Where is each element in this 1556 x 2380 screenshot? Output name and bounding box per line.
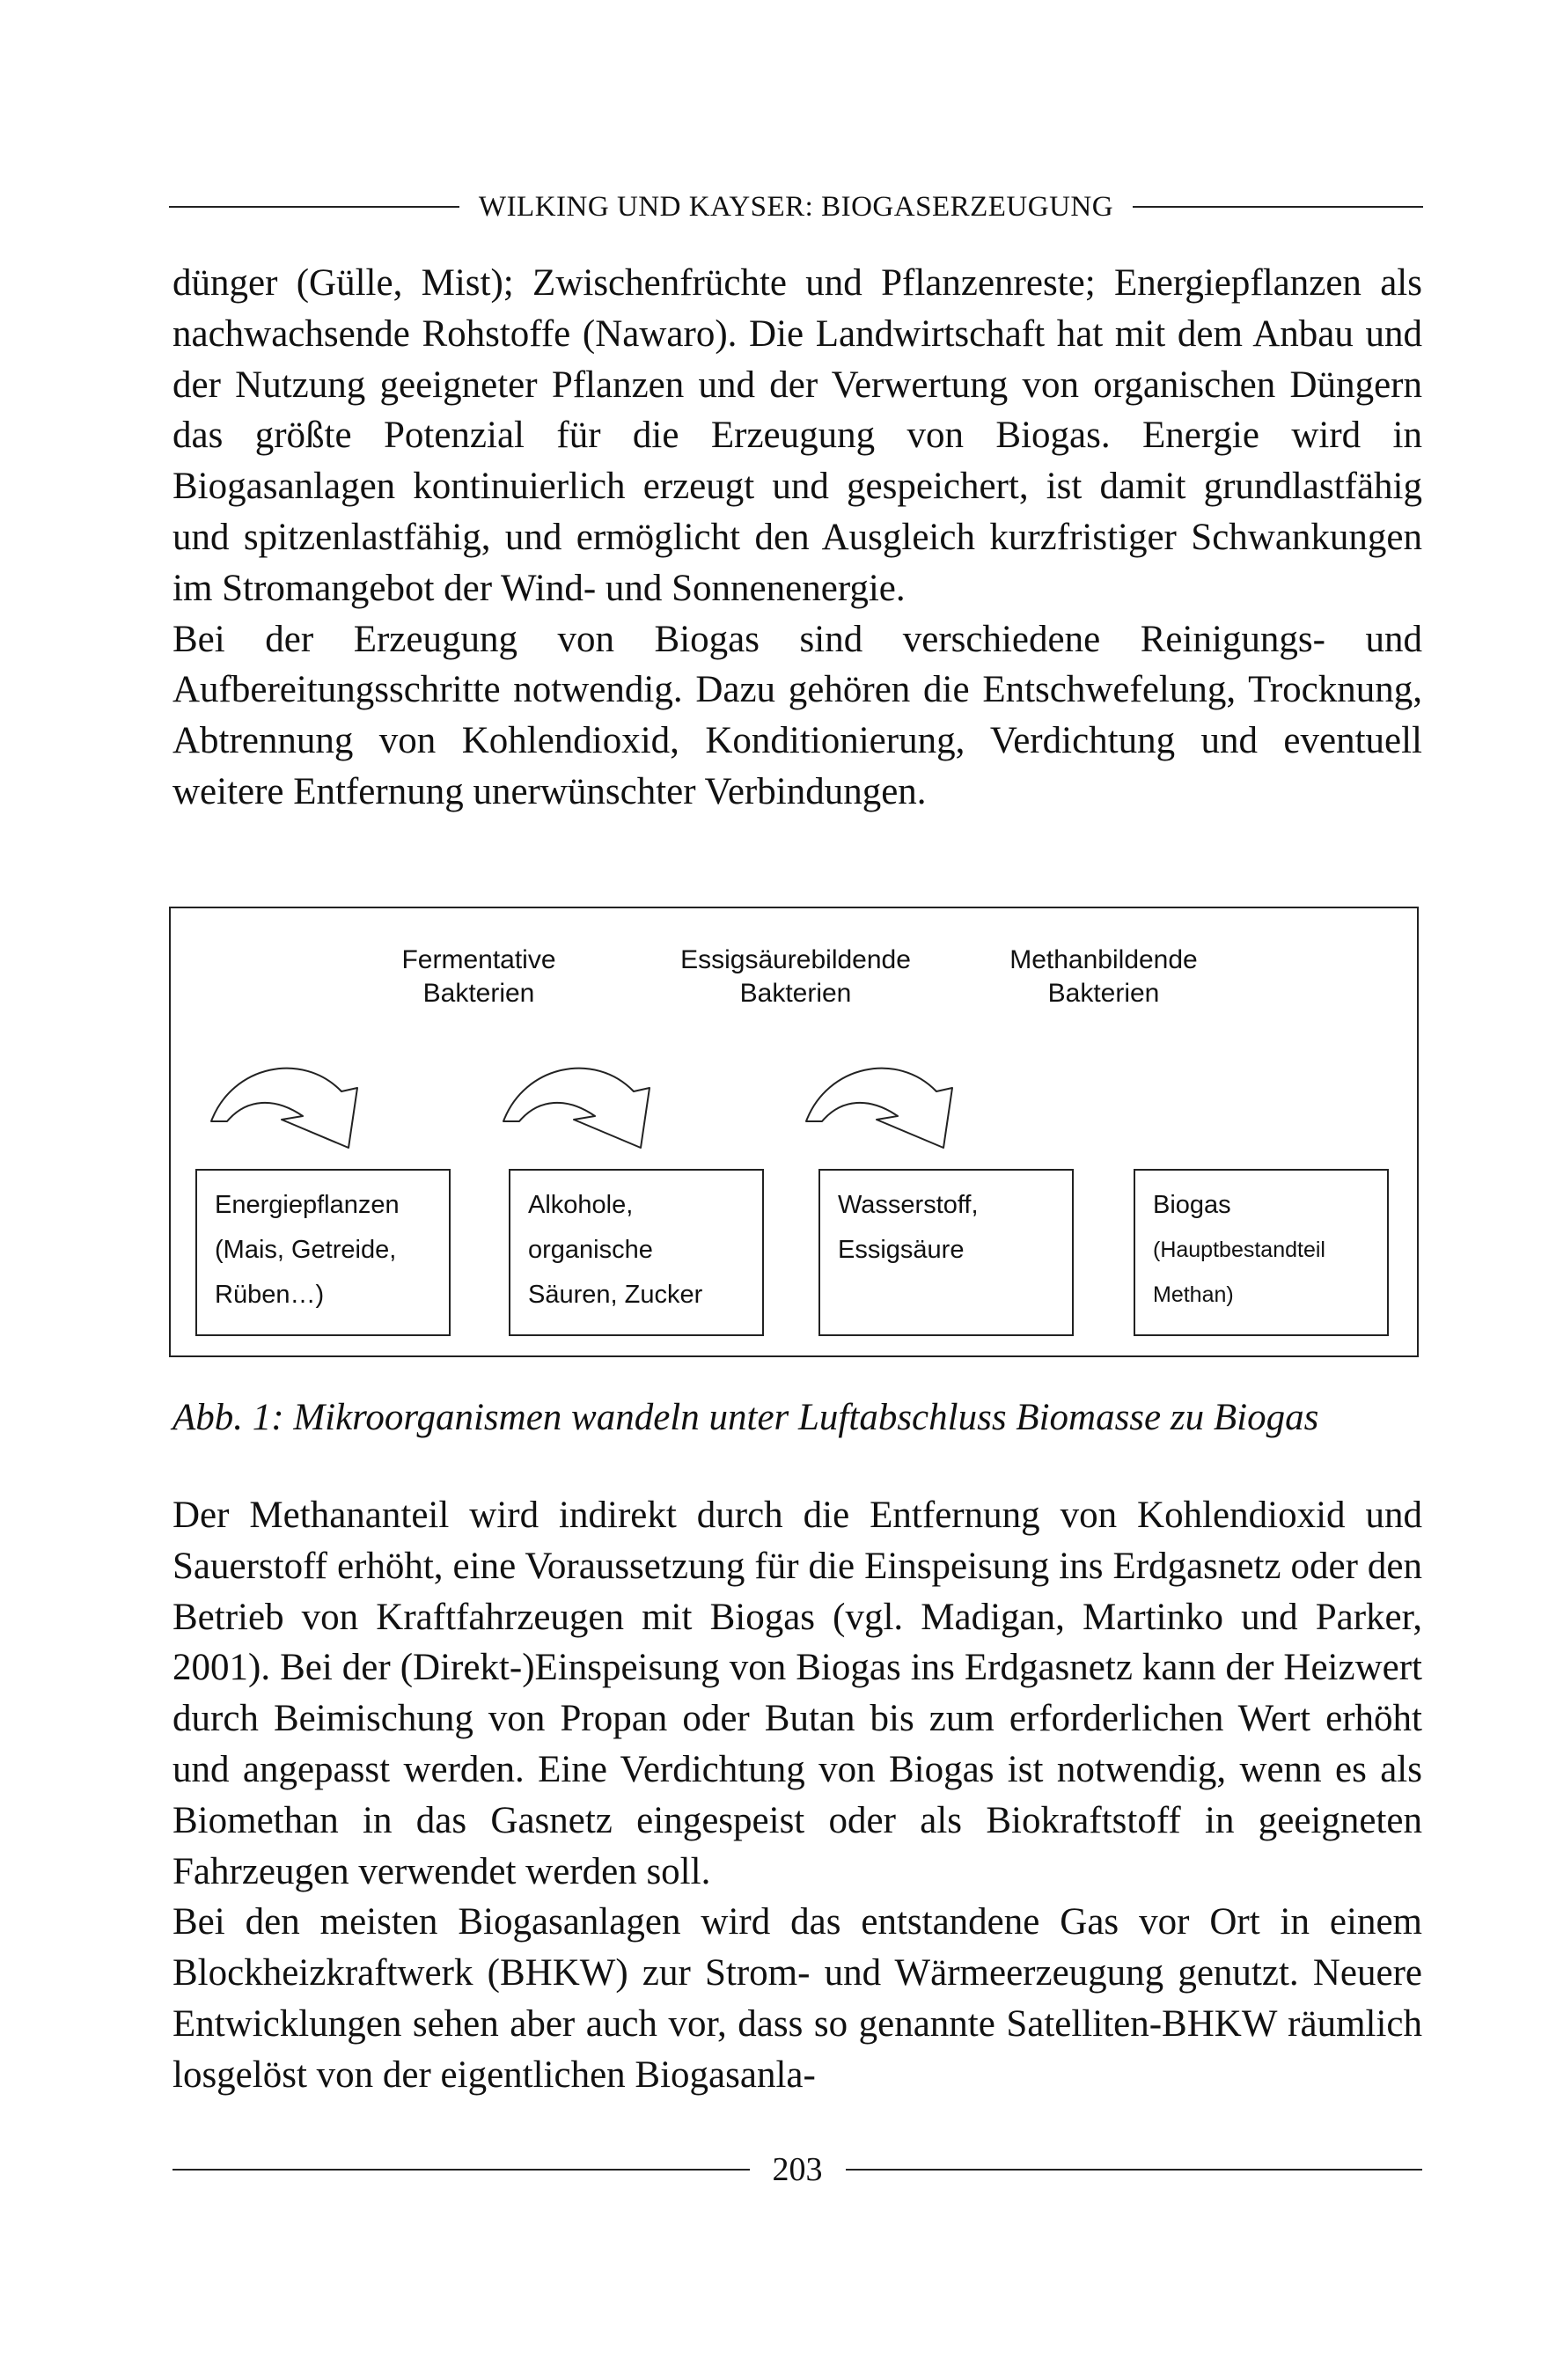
running-head-text: WILKING UND KAYSER: BIOGASERZEUGUNG bbox=[478, 190, 1114, 223]
curved-arrow-icon bbox=[503, 1069, 650, 1148]
figure-content bbox=[171, 908, 1420, 1359]
text-block-before-figure bbox=[172, 258, 1422, 818]
footer-rule-right bbox=[846, 2169, 1423, 2171]
paragraph: dünger (Gülle, Mist); Zwischenfrüchte und Pflanzenreste; Energiepflanzen als nachwachsende Rohstoffe (Nawaro). Die Landwirtschaft hat mit dem Anbau und der Nutzung geeigneter Pflanzen und der Verwertung von organischen Düngern das größte Potenzial für die Erzeugung von Biogas. Energie wird in Biogasanlagen kontinuierlich erzeugt und gespeichert, ist damit grundlastfähig und spitzenlastfähig, und ermöglicht den Ausgleich kurzfristiger Schwankungen im Stromangebot der Wind- und Sonnenenergie. bbox=[172, 262, 1422, 609]
curved-arrow-icon bbox=[211, 1069, 357, 1148]
page-number: 203 bbox=[772, 2151, 823, 2188]
process-figure bbox=[169, 907, 1419, 1357]
paragraph: Der Methananteil wird indirekt durch die Entfernung von Kohlendioxid und Sauerstoff erhöht, eine Voraussetzung für die Einspeisung ins Erdgasnetz oder den Betrieb von Kraftfahrzeugen mit Biogas (vgl. Madigan, Martinko und Parker, 2001). Bei der (Direkt-)Einspeisung von Biogas ins Erdgasnetz kann der Heizwert durch Beimischung von Propan oder Butan bis zum erforderlichen Wert erhöht und angepasst werden. Eine Verdichtung von Biogas ist notwendig, wenn es als Biomethan in das Gasnetz eingespeist oder als Biokraftstoff in geeigneten Fahrzeugen verwendet werden soll. bbox=[172, 1495, 1422, 1892]
paragraph: Bei der Erzeugung von Biogas sind verschiedene Reinigungs- und Aufbereitungsschritte notwendig. Dazu gehören die Entschwefelung, Trocknung, Abtrennung von Kohlendioxid, Konditionierung, Verdichtung und eventuell weitere Entfernung unerwünschter Verbindungen. bbox=[172, 618, 1422, 812]
bacteria-label-methanogenic: Methanbildende Bakterien bbox=[1009, 945, 1198, 1008]
paragraph: Bei den meisten Biogasanlagen wird das entstandene Gas vor Ort in einem Blockheizkraftwerk (BHKW) zur Strom- und Wärmeerzeugung genutzt. Neuere Entwicklungen sehen aber auch vor, dass so genannte Satelliten-BHKW räumlich losgelöst von der eigentlichen Biogasanla- bbox=[172, 1901, 1422, 2096]
stage-box-biogas: Biogas (Hauptbestandteil Methan) bbox=[1134, 1169, 1389, 1336]
header-rule-right bbox=[1133, 206, 1423, 208]
page-footer bbox=[172, 2148, 1422, 2192]
header-rule-left bbox=[169, 206, 459, 208]
text-block-after-figure bbox=[172, 1490, 1422, 2101]
curved-arrow-icon bbox=[806, 1069, 952, 1148]
stage-box-intermediate: Alkohole, organische Säuren, Zucker bbox=[509, 1169, 764, 1336]
bacteria-label-acetogenic: Essigsäurebildende Bakterien bbox=[680, 945, 911, 1008]
running-header bbox=[169, 185, 1423, 229]
figure-caption: Abb. 1: Mikroorganismen wandeln unter Luftabschluss Biomasse zu Biogas bbox=[172, 1397, 1319, 1438]
bacteria-label-fermentative: Fermentative Bakterien bbox=[401, 945, 556, 1008]
stage-box-input: Energiepflanzen (Mais, Getreide, Rüben…) bbox=[195, 1169, 451, 1336]
stage-box-hydrogen: Wasserstoff, Essigsäure bbox=[818, 1169, 1074, 1336]
footer-rule-left bbox=[172, 2169, 750, 2171]
